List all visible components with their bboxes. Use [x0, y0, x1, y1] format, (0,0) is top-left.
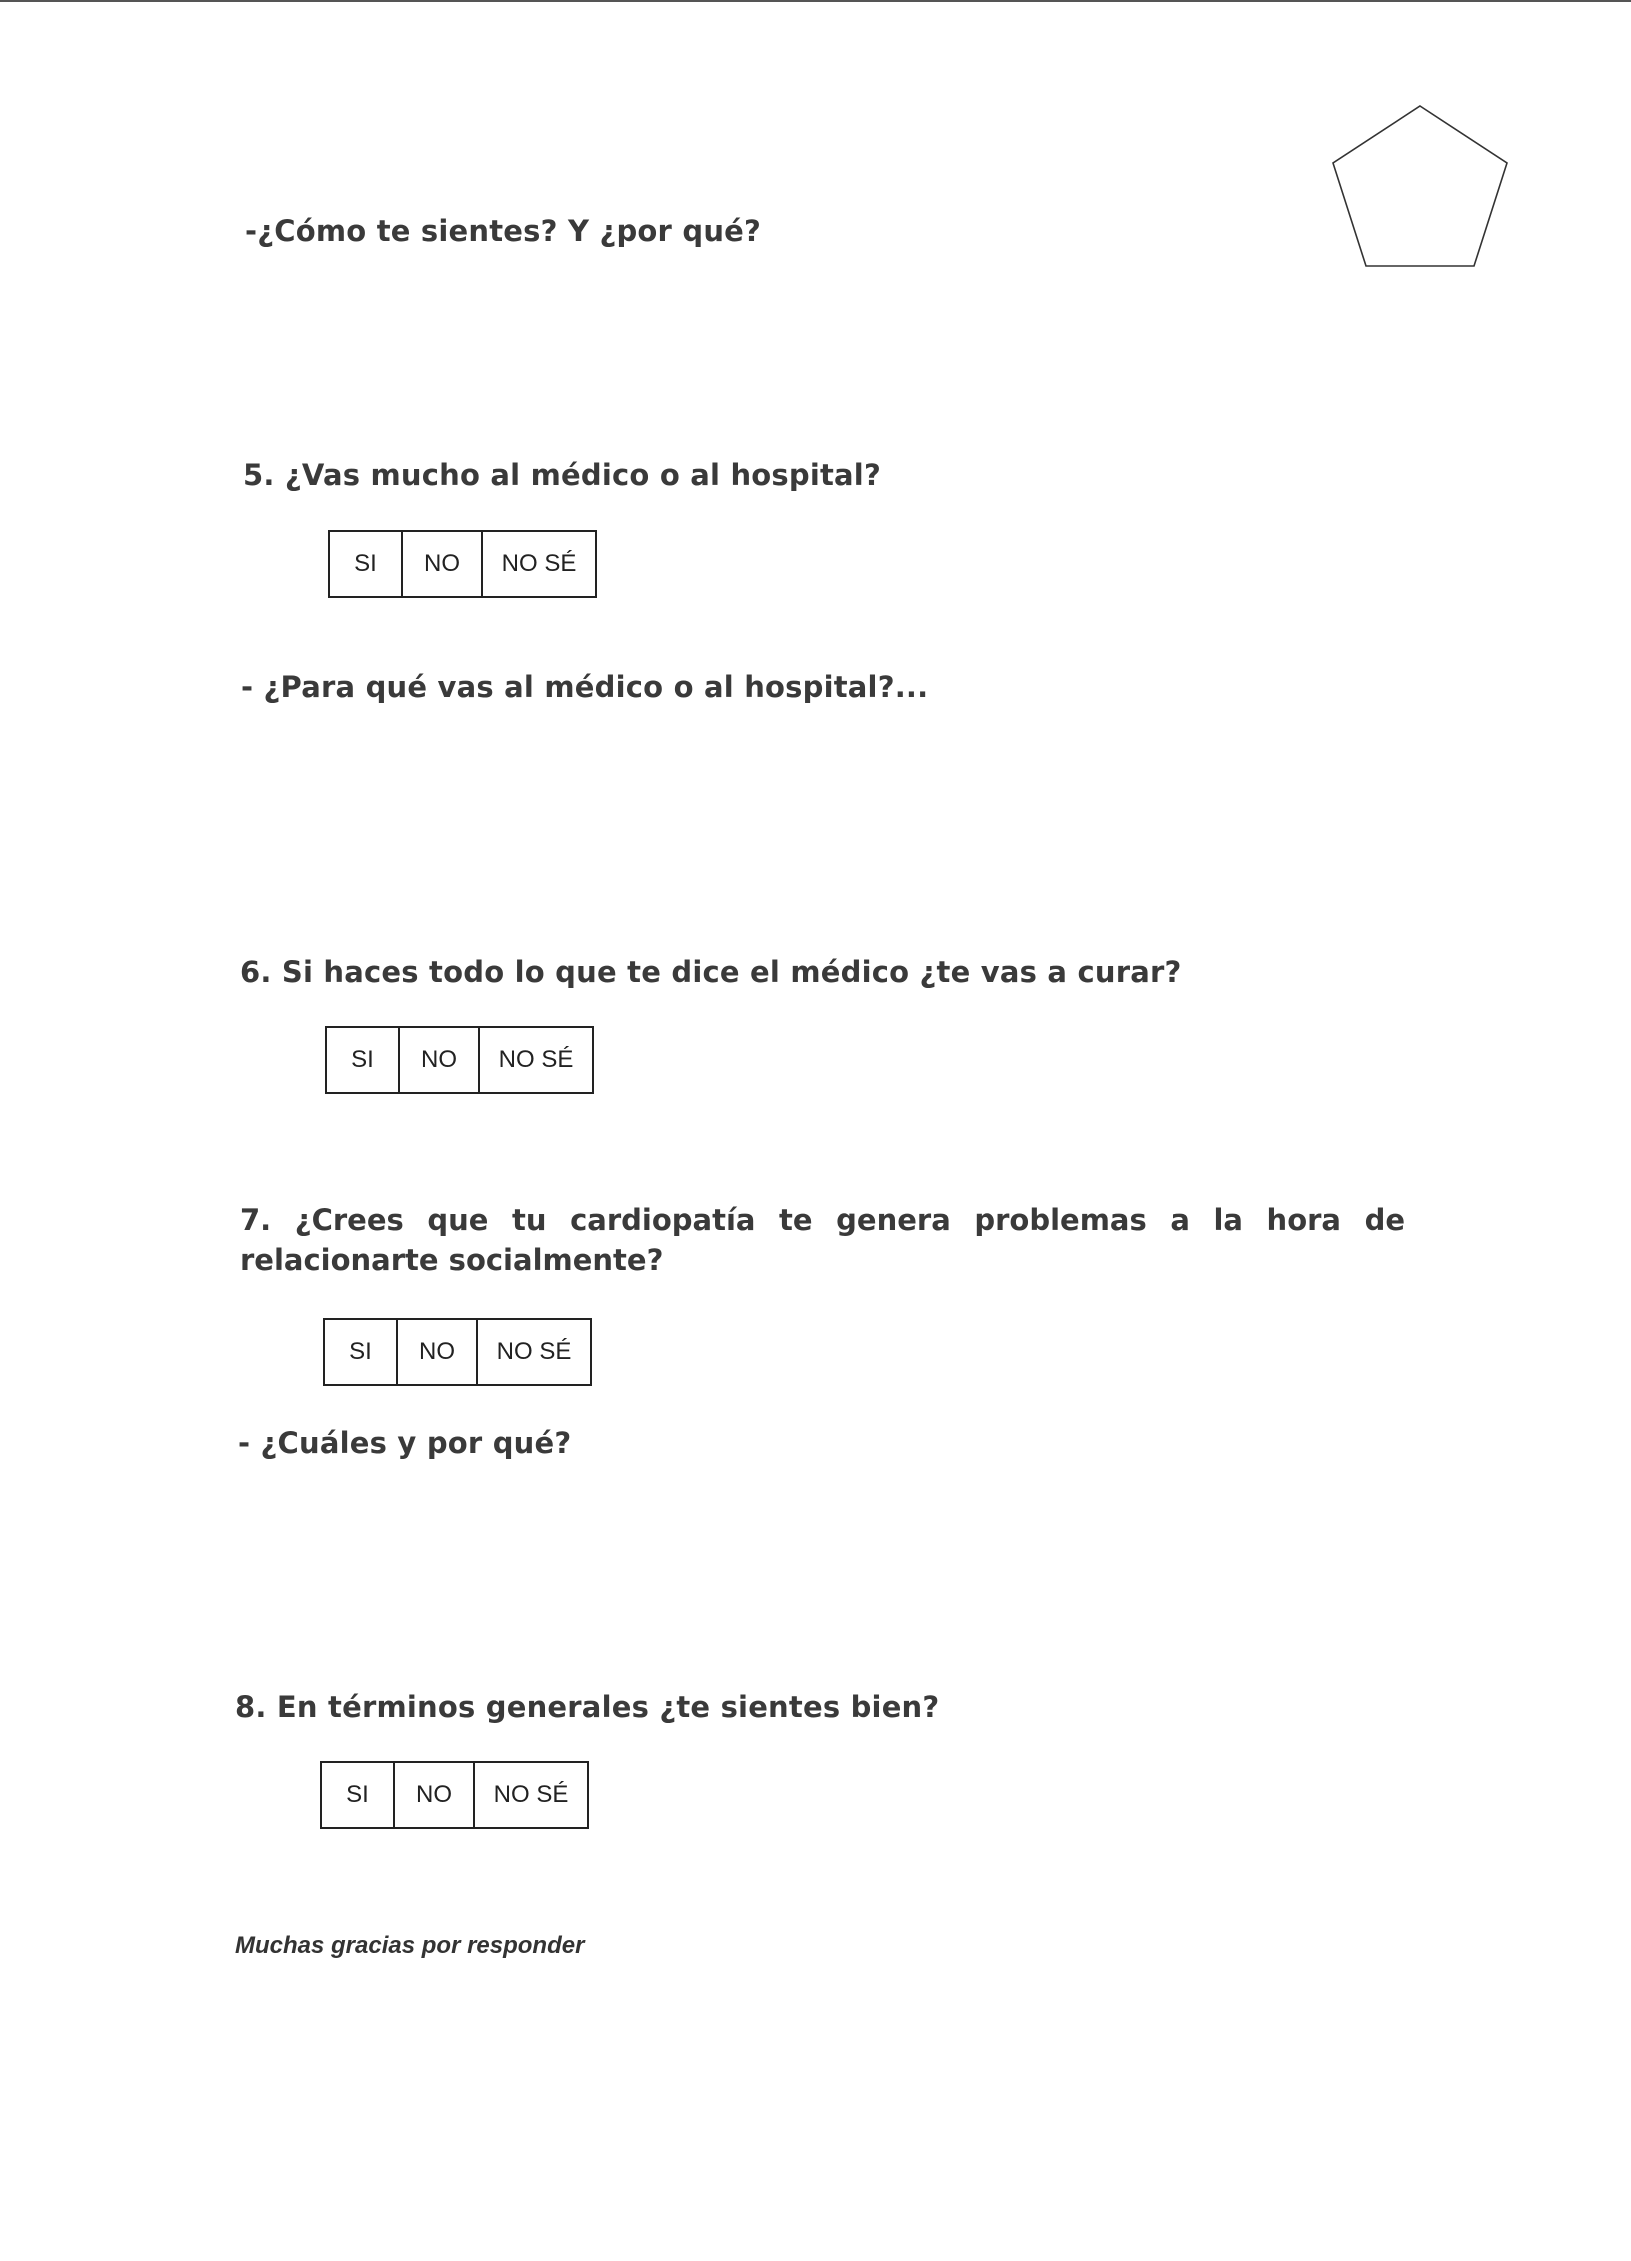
- answer-table-q6: [325, 1026, 594, 1094]
- option-no[interactable]: NO: [402, 531, 482, 597]
- question-6: 6. Si haces todo lo que te dice el médico ¿te vas a curar?: [240, 955, 1182, 989]
- question-5-followup: - ¿Para qué vas al médico o al hospital?...: [241, 670, 929, 704]
- option-no-se[interactable]: NO SÉ: [477, 1319, 591, 1385]
- option-si[interactable]: SI: [329, 531, 402, 597]
- answer-table-q5: [328, 530, 597, 598]
- option-si[interactable]: SI: [326, 1027, 399, 1093]
- option-no-se[interactable]: NO SÉ: [482, 531, 596, 597]
- page-top-edge: [0, 0, 1631, 2]
- pentagon-icon: [1330, 100, 1510, 275]
- answer-table-q8: [320, 1761, 589, 1829]
- option-no-se[interactable]: NO SÉ: [474, 1762, 588, 1828]
- question-5: 5. ¿Vas mucho al médico o al hospital?: [243, 458, 881, 492]
- option-no-se[interactable]: NO SÉ: [479, 1027, 593, 1093]
- option-no[interactable]: NO: [394, 1762, 474, 1828]
- question-8: 8. En términos generales ¿te sientes bien?: [235, 1690, 940, 1724]
- question-7: 7. ¿Crees que tu cardiopatía te genera problemas a la hora de relacionarte socialmente?: [240, 1203, 1405, 1277]
- option-no[interactable]: NO: [399, 1027, 479, 1093]
- question-4-followup: -¿Cómo te sientes? Y ¿por qué?: [245, 214, 762, 248]
- closing-note: Muchas gracias por responder: [235, 1932, 585, 1959]
- option-si[interactable]: SI: [321, 1762, 394, 1828]
- answer-table-q7: [323, 1318, 592, 1386]
- question-7-followup: - ¿Cuáles y por qué?: [238, 1426, 572, 1460]
- option-no[interactable]: NO: [397, 1319, 477, 1385]
- option-si[interactable]: SI: [324, 1319, 397, 1385]
